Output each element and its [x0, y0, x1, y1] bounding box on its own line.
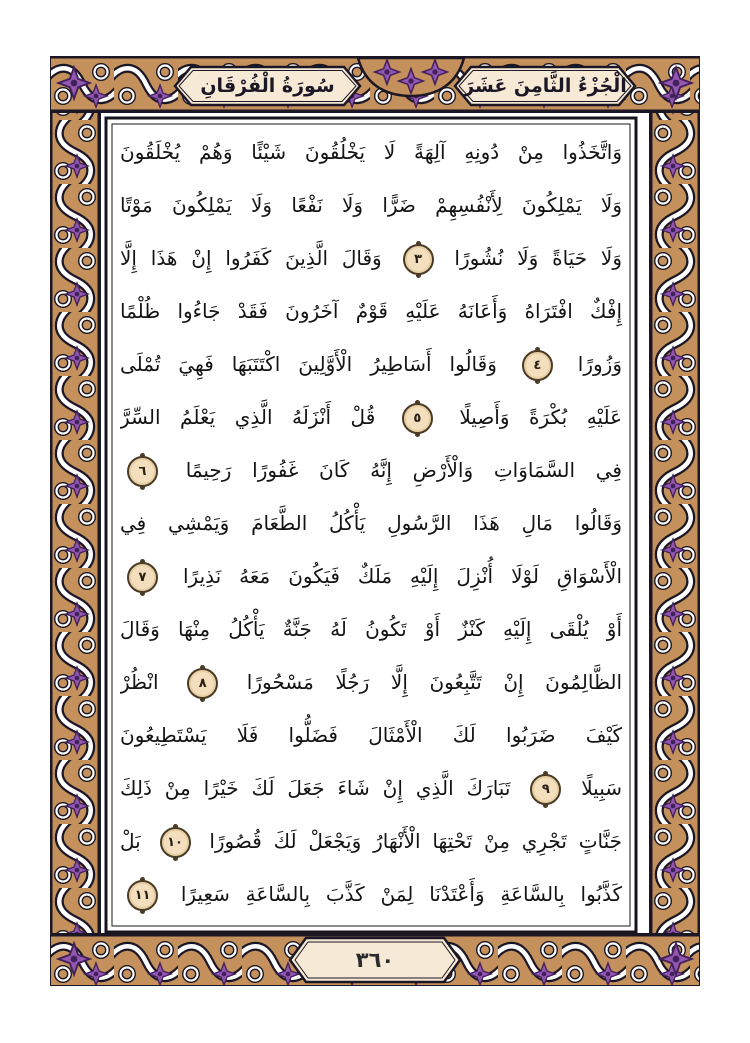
- ayah-text: وَقَالُوا مَالِ هَذَا الرَّسُولِ يَأْكُلُ الطَّعَامَ وَيَمْشِي فِي: [120, 511, 622, 535]
- ayah-text: الظَّالِمُونَ إِنْ تَتَّبِعُونَ إِلَّا رَجُلًا مَسْحُورًا: [246, 670, 622, 694]
- ayah-end-marker: ٧: [127, 562, 158, 593]
- quran-line: [120, 391, 622, 444]
- quran-line: [120, 603, 622, 656]
- ayah-text: أَوْ يُلْقَى إِلَيْهِ كَنْزٌ أَوْ تَكُونُ لَهُ جَنَّةٌ يَأْكُلُ مِنْهَا وَقَالَ: [120, 617, 622, 641]
- quran-line: [120, 815, 622, 868]
- ayah-text: فِي السَّمَاوَاتِ وَالْأَرْضِ إِنَّهُ كَانَ غَفُورًا رَحِيمًا: [185, 458, 622, 482]
- ayah-text: إِفْكٌ افْتَرَاهُ وَأَعَانَهُ عَلَيْهِ قَوْمٌ آخَرُونَ فَقَدْ جَاءُوا ظُلْمًا: [120, 299, 622, 323]
- ayah-text: وَقَالَ الَّذِينَ كَفَرُوا إِنْ هَذَا إِلَّا: [120, 246, 382, 270]
- ayah-text: الْأَسْوَاقِ لَوْلَا أُنْزِلَ إِلَيْهِ مَلَكٌ فَيَكُونَ مَعَهُ نَذِيرًا: [182, 564, 622, 588]
- ayah-end-marker: ٤: [522, 350, 553, 381]
- page-number: ٣٦٠: [355, 948, 395, 972]
- right-border-band: [650, 100, 700, 942]
- ayah-end-marker: ١١: [127, 880, 158, 911]
- ayah-text: قُلْ أَنْزَلَهُ الَّذِي يَعْلَمُ السِّرَّ: [120, 405, 376, 429]
- ayah-end-marker: ٦: [127, 456, 158, 487]
- left-border-band: [50, 100, 100, 942]
- ayah-text: انْظُرْ: [120, 670, 159, 694]
- ayah-text: كَيْفَ ضَرَبُوا لَكَ الْأَمْثَالَ فَضَلُّوا فَلَا يَسْتَطِيعُونَ: [120, 723, 622, 747]
- ayah-end-marker: ٨: [187, 668, 218, 699]
- quran-line: [120, 868, 622, 921]
- ayah-end-marker: ٩: [530, 774, 561, 805]
- ayah-text: كَذَّبُوا بِالسَّاعَةِ وَأَعْتَدْنَا لِمَنْ كَذَّبَ بِالسَّاعَةِ سَعِيرًا: [180, 882, 622, 906]
- ayah-text: سَبِيلًا: [581, 776, 622, 800]
- quran-line: [120, 126, 622, 179]
- ayah-text: وَلَا يَمْلِكُونَ لِأَنْفُسِهِمْ ضَرًّا وَلَا نَفْعًا وَلَا يَمْلِكُونَ مَوْتًا: [120, 193, 622, 217]
- ayah-end-marker: ٣: [403, 244, 434, 275]
- quran-line: [120, 656, 622, 709]
- ayah-end-marker: ٥: [402, 403, 433, 434]
- ayah-text: وَلَا حَيَاةً وَلَا نُشُورًا: [454, 246, 622, 270]
- quran-line: [120, 232, 622, 285]
- ayah-text: بَلْ: [120, 829, 141, 853]
- quran-line: [120, 762, 622, 815]
- quran-line: [120, 444, 622, 497]
- ayah-end-marker: ١٠: [160, 827, 191, 858]
- ayah-text: وَزُورًا: [577, 352, 622, 376]
- quran-line: [120, 338, 622, 391]
- ayah-text: وَاتَّخَذُوا مِنْ دُونِهِ آلِهَةً لَا يَخْلُقُونَ شَيْئًا وَهُمْ يُخْلَقُونَ: [120, 140, 622, 164]
- quran-line: [120, 179, 622, 232]
- ayah-text: جَنَّاتٍ تَجْرِي مِنْ تَحْتِهَا الْأَنْهَارُ وَيَجْعَلْ لَكَ قُصُورًا: [209, 829, 622, 853]
- ayah-text: عَلَيْهِ بُكْرَةً وَأَصِيلًا: [459, 405, 622, 429]
- ayah-text: تَبَارَكَ الَّذِي إِنْ شَاءَ جَعَلَ لَكَ خَيْرًا مِنْ ذَلِكَ: [120, 776, 511, 800]
- quran-line: [120, 709, 622, 762]
- surah-title: سُورَةُ الْفُرْقَانِ: [200, 75, 335, 97]
- quran-lines: [120, 126, 622, 926]
- ayah-text: وَقَالُوا أَسَاطِيرُ الْأَوَّلِينَ اكْتَتَبَهَا فَهِيَ تُمْلَى: [120, 352, 497, 376]
- juz-title: الْجُزْءُ الثَّامِنَ عَشَرَ: [463, 75, 627, 97]
- quran-line: [120, 497, 622, 550]
- quran-line: [120, 285, 622, 338]
- quran-line: [120, 550, 622, 603]
